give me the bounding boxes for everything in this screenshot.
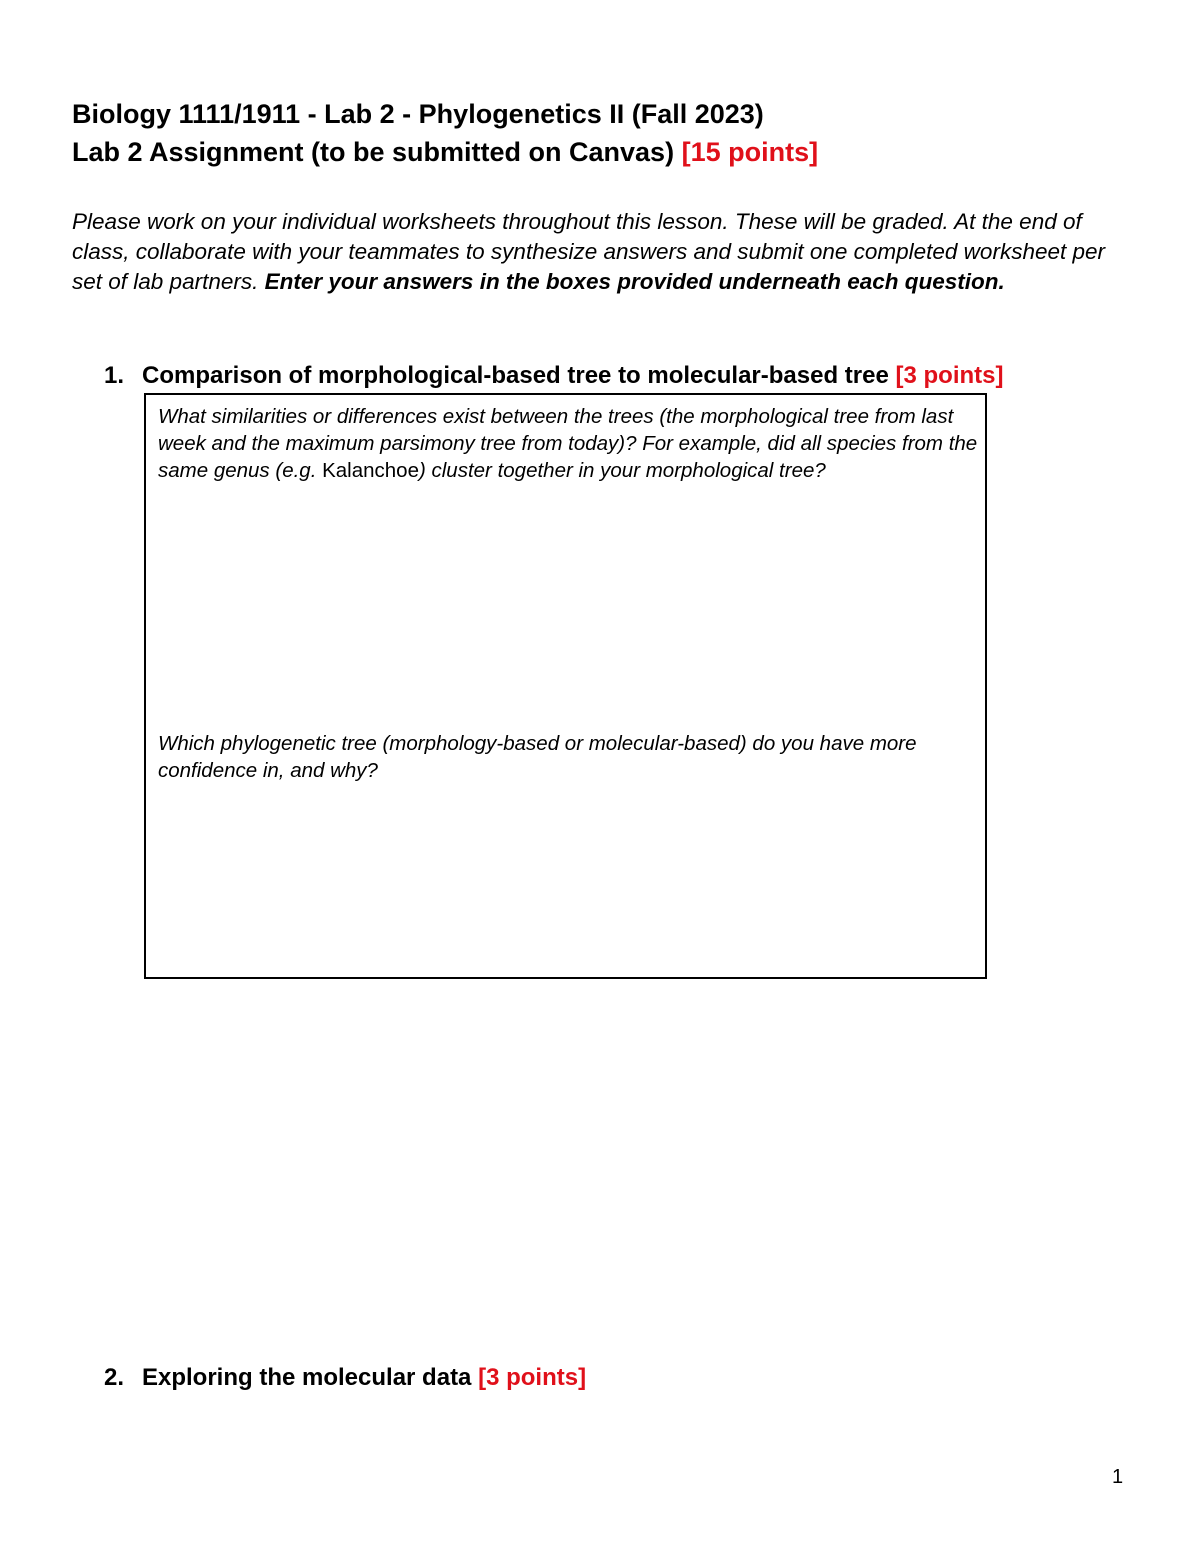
question-2-points: [3 points] xyxy=(478,1364,587,1391)
question-2-number: 2. xyxy=(104,1364,125,1391)
assignment-title xyxy=(72,133,1152,171)
instructions-paragraph xyxy=(72,207,1132,297)
total-points-label: [15 points] xyxy=(681,137,819,167)
instructions-emphasis: Enter your answers in the boxes provided underneath each question. xyxy=(264,269,1005,294)
page-number: 1 xyxy=(1112,1466,1124,1488)
prompt-a-text-start: What similarities or differences exist between the trees (the morphological tree from last week and the maximum parsimony tree from today)? For example, did all species from the same genus (e.g. xyxy=(158,405,978,482)
page-title xyxy=(72,95,1152,171)
instructions-text: Please work on your individual worksheets throughout this lesson. These will be graded. At the end of class, collaborate with your teammates to synthesize answers and submit one completed worksheet per set of lab partners. xyxy=(72,209,1106,294)
question-1-prompt-confidence: Which phylogenetic tree (morphology-based or molecular-based) do you have more confidence in, and why? xyxy=(158,732,917,782)
question-1-answer-box[interactable] xyxy=(144,393,987,979)
question-1-points: [3 points] xyxy=(895,362,1004,389)
course-title: Biology 1111/1911 - Lab 2 - Phylogenetics II (Fall 2023) xyxy=(72,99,764,129)
question-1-title: Comparison of morphological-based tree to molecular-based tree xyxy=(142,362,896,389)
genus-name: Kalanchoe xyxy=(322,459,419,482)
question-1-heading xyxy=(104,361,1003,391)
question-1-prompt-similarities xyxy=(158,403,978,484)
prompt-a-text-end: ) cluster together in your morphological tree? xyxy=(418,459,826,482)
question-1-number: 1. xyxy=(104,362,125,389)
assignment-title-text: Lab 2 Assignment (to be submitted on Canvas) xyxy=(72,137,682,167)
question-2-heading xyxy=(104,1363,586,1393)
question-2-title: Exploring the molecular data xyxy=(142,1364,479,1391)
